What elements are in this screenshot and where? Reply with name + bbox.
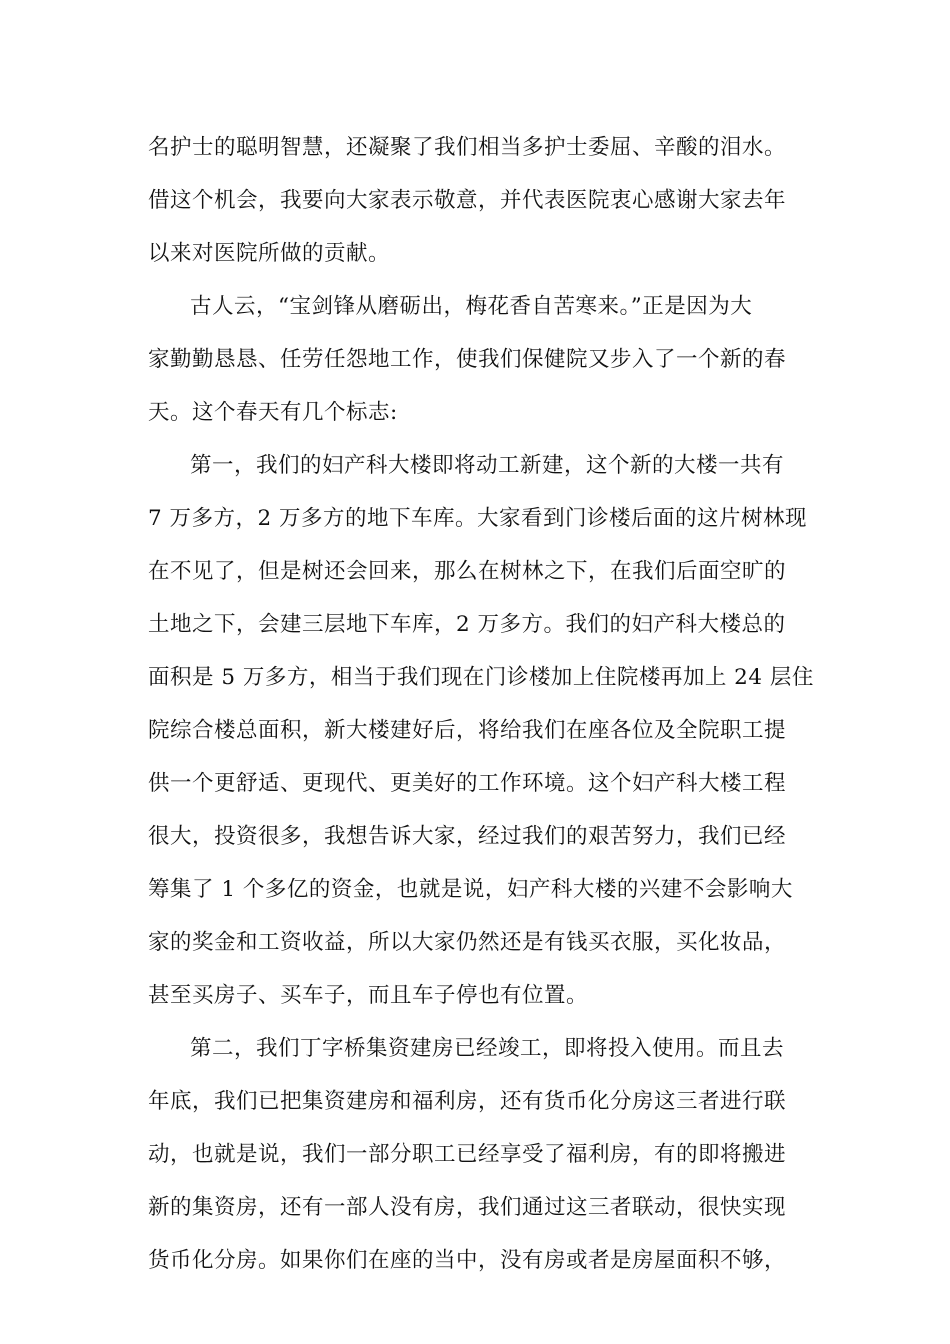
- paragraph-3-line-8: 很大，投资很多，我想告诉大家，经过我们的艰苦努力，我们已经: [148, 824, 787, 849]
- paragraph-3-line-7: 供一个更舒适、更现代、更美好的工作环境。这个妇产科大楼工程: [148, 771, 787, 796]
- paragraph-3-line-1: 第一，我们的妇产科大楼即将动工新建，这个新的大楼一共有: [190, 453, 785, 478]
- paragraph-4-line-5: 货币化分房。如果你们在座的当中，没有房或者是房屋面积不够，: [148, 1248, 787, 1273]
- paragraph-1-line-1: 名护士的聪明智慧，还凝聚了我们相当多护士委屈、辛酸的泪水。: [148, 135, 787, 160]
- paragraph-3-line-4: 土地之下，会建三层地下车库，2 万多方。我们的妇产科大楼总的: [148, 612, 786, 637]
- paragraph-4-line-2: 年底，我们已把集资建房和福利房，还有货币化分房这三者进行联: [148, 1089, 787, 1114]
- paragraph-3-line-11: 甚至买房子、买车子，而且车子停也有位置。: [148, 983, 589, 1008]
- paragraph-3-line-6: 院综合楼总面积，新大楼建好后，将给我们在座各位及全院职工提: [148, 718, 787, 743]
- paragraph-4-line-4: 新的集资房，还有一部人没有房，我们通过这三者联动，很快实现: [148, 1195, 787, 1220]
- paragraph-4-line-1: 第二，我们丁字桥集资建房已经竣工，即将投入使用。而且去: [190, 1036, 785, 1061]
- paragraph-3-line-9: 筹集了 1 个多亿的资金，也就是说，妇产科大楼的兴建不会影响大: [148, 877, 793, 902]
- paragraph-1-line-3: 以来对医院所做的贡献。: [148, 241, 391, 266]
- paragraph-2-line-2: 家勤勤恳恳、任劳任怨地工作，使我们保健院又步入了一个新的春: [148, 347, 787, 372]
- paragraph-1-line-2: 借这个机会，我要向大家表示敬意，并代表医院衷心感谢大家去年: [148, 188, 787, 213]
- paragraph-3-line-10: 家的奖金和工资收益，所以大家仍然还是有钱买衣服，买化妆品，: [148, 930, 787, 955]
- paragraph-2-line-3: 天。这个春天有几个标志:: [148, 400, 398, 425]
- paragraph-3-line-3: 在不见了，但是树还会回来，那么在树林之下，在我们后面空旷的: [148, 559, 787, 584]
- paragraph-4-line-3: 动，也就是说，我们一部分职工已经享受了福利房，有的即将搬进: [148, 1142, 787, 1167]
- paragraph-3-line-5: 面积是 5 万多方，相当于我们现在门诊楼加上住院楼再加上 24 层住: [148, 665, 814, 690]
- paragraph-2-line-1: 古人云，“宝剑锋从磨砺出，梅花香自苦寒来。”正是因为大: [190, 294, 753, 319]
- paragraph-3-line-2: 7 万多方，2 万多方的地下车库。大家看到门诊楼后面的这片树林现: [148, 506, 808, 531]
